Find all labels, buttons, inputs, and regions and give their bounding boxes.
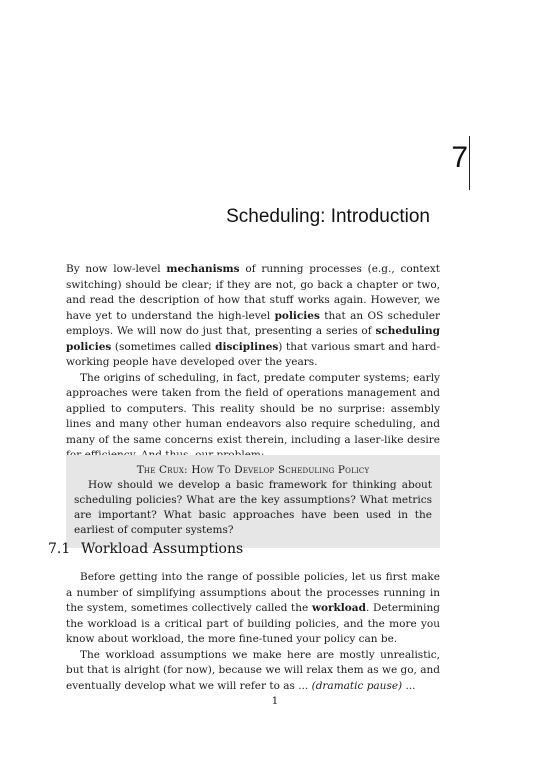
text-run: ) that various smart and hard-working people have developed over the years. <box>66 340 440 368</box>
section-title: Workload Assumptions <box>81 541 244 557</box>
section-number: 7.1 <box>48 541 71 557</box>
crux-title: The Crux: How To Develop Scheduling Policy <box>136 464 370 476</box>
intro-text <box>66 262 440 464</box>
term-workload: workload <box>311 602 366 614</box>
intro-paragraph-1 <box>66 262 440 371</box>
section-paragraph-1 <box>66 570 440 648</box>
text-run: of running processes (e.g., context switching) should be clear; if they are not, go back a chapter or two, and read the description of how that stuff works again. However, we have yet to understand the high-level <box>66 263 440 322</box>
crux-body: How should we develop a basic framework for thinking about scheduling policies? What are the key assumptions? What metrics are important? What basic approaches have been used in the earliest of computer systems? <box>74 479 432 536</box>
crux-box <box>66 455 440 548</box>
intro-paragraph-2: The origins of scheduling, in fact, predate computer systems; early approaches were taken from the field of operations management and applied to computers. This reality should be no surprise: assembly lines and many other human endeavors also require scheduling, and many of the same concerns exist therein, including a laser-like desire <box>66 371 440 446</box>
section-heading <box>48 541 243 557</box>
chapter-number: 7 <box>451 141 468 174</box>
text-run: ... <box>402 679 416 692</box>
text-run: that an OS scheduler employs. We will now do just that, presenting a series of <box>66 309 440 337</box>
text-run: (sometimes called <box>111 340 216 353</box>
text-run: The workload assumptions we make here are mostly unrealistic, but that is alright (for now), because we will relax them as we go, and eventually develop what we will refer to as ... <box>66 648 440 692</box>
section-text <box>66 570 440 694</box>
text-run: By now low-level <box>66 263 167 275</box>
term-disciplines: disciplines <box>215 340 279 353</box>
term-scheduling-policies: scheduling policies <box>66 325 440 353</box>
dramatic-pause: (dramatic pause) <box>311 679 403 692</box>
chapter-title: Scheduling: Introduction <box>226 206 430 227</box>
term-policies: policies <box>274 309 320 322</box>
page-number: 1 <box>271 695 279 707</box>
term-mechanisms: mechanisms <box>166 263 240 275</box>
text-run: . Determining the workload is a critical part of building policies, and the more you know about workload, the more fine-tuned your policy can be. <box>66 602 440 645</box>
section-paragraph-2 <box>66 648 440 695</box>
text-run: Before getting into the range of possible policies, let us first make a number of simplifying assumptions about the processes running in the system, sometimes collectively called the <box>66 571 440 614</box>
